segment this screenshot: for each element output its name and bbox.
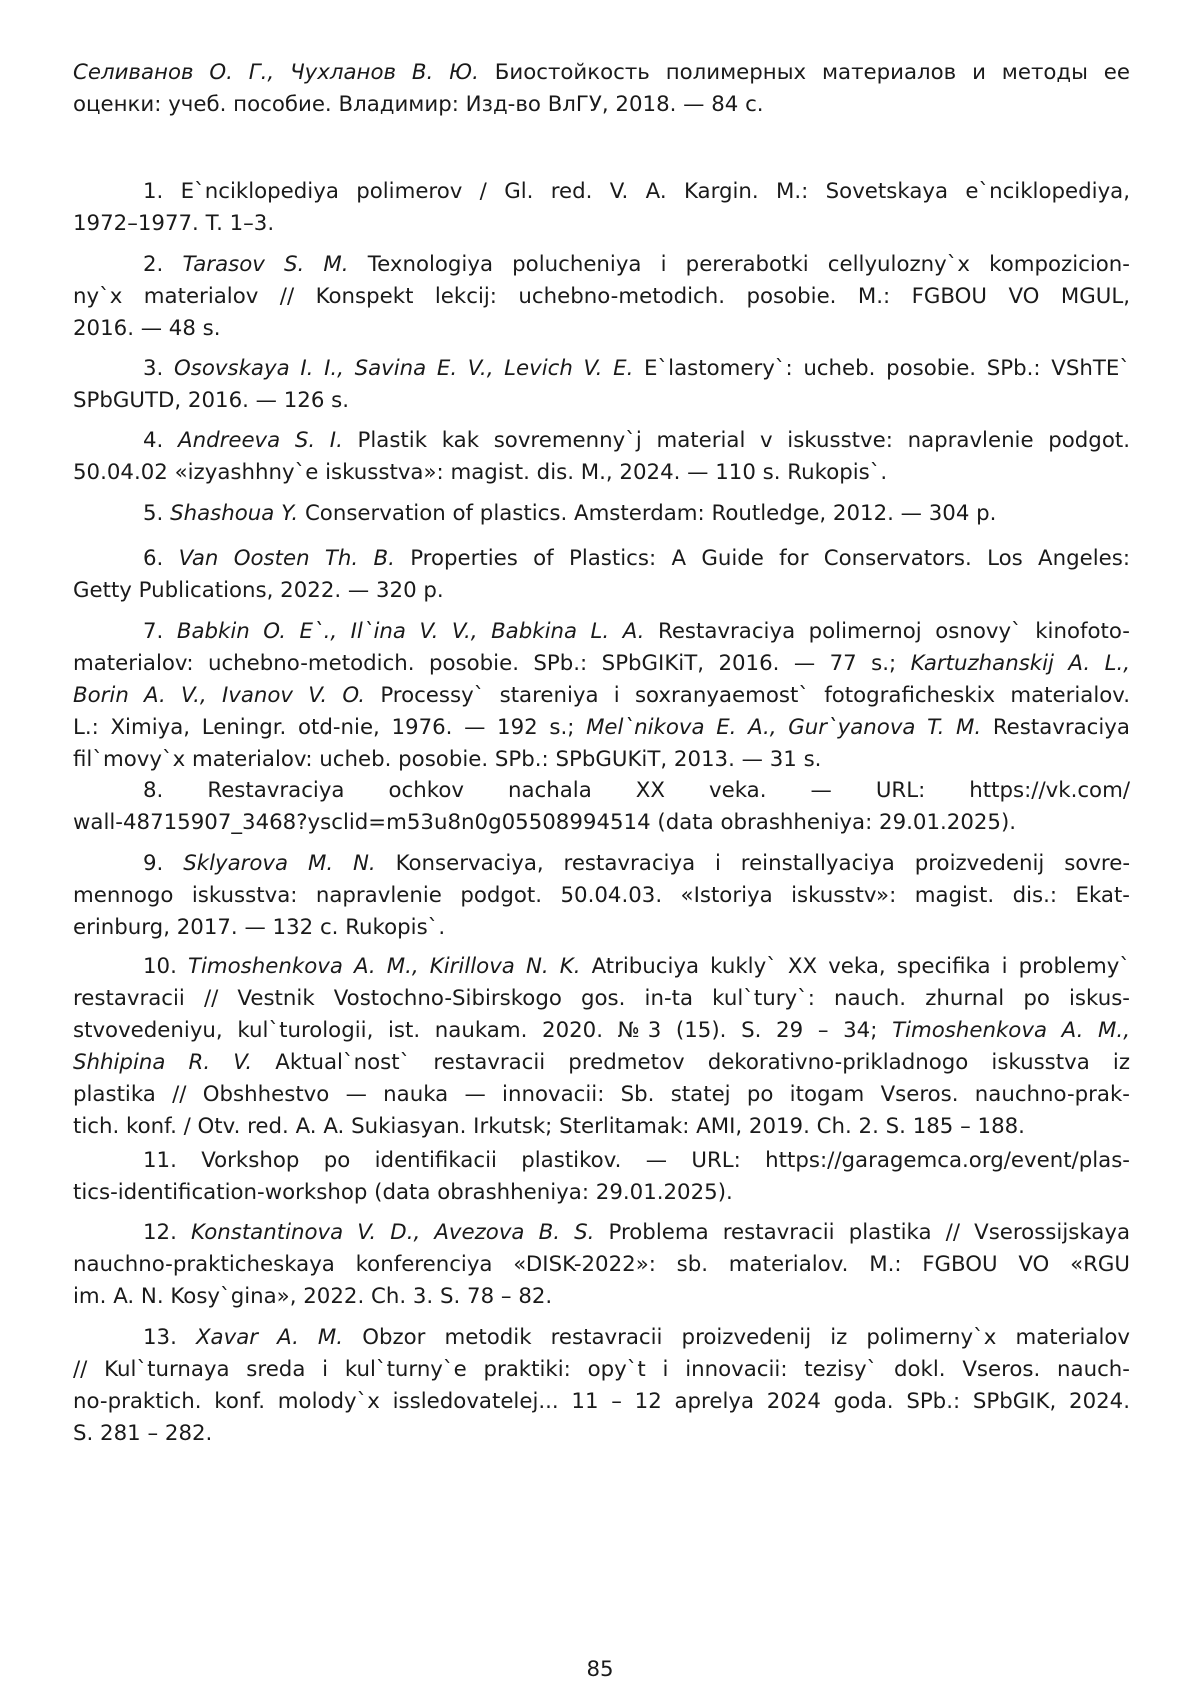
- text-line: 11. Vorkshop po identifikacii plastikov. — URL: https://garagemca.org/event/plas-: [143, 1148, 1130, 1173]
- reference-item-2: [73, 249, 1130, 345]
- intro-reference: [73, 57, 1130, 121]
- reference-item-8: [73, 775, 1130, 839]
- text-line: 2. Tarasov S. M. Texnologiya polucheniya i pererabotki cellyulozny`x kompozicion-: [143, 252, 1130, 277]
- text-line: 3. Osovskaya I. I., Savina E. V., Levich V. E. E`lastomery`: ucheb. posobie. SPb.: VShTE`: [143, 356, 1130, 381]
- text-line: stvovedeniyu, kul`turologii, ist. naukam. 2020. №3 (15). S. 29 – 34; Timoshenkova A. M.,: [73, 1018, 1130, 1043]
- reference-item-12: [73, 1217, 1130, 1313]
- text-line: 12. Konstantinova V. D., Avezova B. S. Problema restavracii plastika // Vserossijskaya: [143, 1220, 1131, 1245]
- text-line: 1. E`nciklopediya polimerov / Gl. red. V. A. Kargin. M.: Sovetskaya e`nciklopediya,: [143, 179, 1130, 204]
- text-line: plastika // Obshhestvo — nauka — innovacii: Sb. statej po itogam Vseros. nauchno-prak-: [73, 1082, 1130, 1107]
- text-line: 6. Van Oosten Th. B. Properties of Plastics: A Guide for Conservators. Los Angeles:: [143, 546, 1131, 571]
- text-line: 8. Restavraciya ochkov nachala XX veka. — URL: https://vk.com/: [143, 778, 1130, 803]
- reference-item-4: [73, 425, 1130, 489]
- text-line: 2016. — 48 s.: [73, 316, 221, 341]
- author-names: Shhipina R. V.: [73, 1050, 253, 1075]
- text-line: SPbGUTD, 2016. — 126 s.: [73, 388, 350, 413]
- text-line: tics-identification-workshop (data obrashheniya: 29.01.2025).: [73, 1180, 733, 1205]
- author-names: Konstantinova V. D., Avezova B. S.: [191, 1220, 595, 1245]
- author-names: Timoshenkova A. M., Kirillova N. K.: [187, 954, 581, 979]
- author-names: Селиванов О. Г., Чухланов В. Ю.: [73, 60, 479, 85]
- text-line: fil`movy`x materialov: ucheb. posobie. SPb.: SPbGUKiT, 2013. — 31 s.: [73, 747, 822, 772]
- text-line: S. 281 – 282.: [73, 1421, 213, 1446]
- text-line: Getty Publications, 2022. — 320 p.: [73, 578, 444, 603]
- text-line: 9. Sklyarova M. N. Konservaciya, restavraciya i reinstallyaciya proizvedenij sovre-: [143, 851, 1131, 876]
- author-names: Timoshenkova A. M.,: [892, 1018, 1130, 1043]
- text-line: no-praktich. konf. molody`x issledovatelej... 11 – 12 aprelya 2024 goda. SPb.: SPbGIK, 2024.: [73, 1389, 1130, 1414]
- author-names: Babkin O. E`., Il`ina V. V., Babkina L. A.: [176, 619, 645, 644]
- reference-item-3: [73, 353, 1130, 417]
- author-names: Xavar A. M.: [195, 1325, 344, 1350]
- text-line: оценки: учеб. пособие. Владимир: Изд-во ВлГУ, 2018. — 84 с.: [73, 92, 764, 117]
- author-names: Mel`nikova E. A., Gur`yanova T. M.: [586, 715, 982, 740]
- text-line: erinburg, 2017. — 132 c. Rukopis`.: [73, 915, 446, 940]
- reference-item-7: [73, 616, 1130, 776]
- author-names: Borin A. V., Ivanov V. O.: [73, 683, 366, 708]
- text-line: // Kul`turnaya sreda i kul`turny`e praktiki: opy`t i innovacii: tezisy` dokl. Vseros. nauch-: [73, 1357, 1130, 1382]
- text-line: 1972–1977. T. 1–3.: [73, 211, 275, 236]
- author-names: Van Oosten Th. B.: [178, 546, 395, 571]
- text-line: 4. Andreeva S. I. Plastik kak sovremenny`j material v iskusstve: napravlenie podgot.: [143, 428, 1130, 453]
- reference-item-9: [73, 848, 1130, 944]
- text-line: mennogo iskusstva: napravlenie podgot. 50.04.03. «Istoriya iskusstv»: magist. dis.: Ekat-: [73, 883, 1130, 908]
- author-names: Sklyarova M. N.: [183, 851, 376, 876]
- text-line: 7. Babkin O. E`., Il`ina V. V., Babkina L. A. Restavraciya polimernoj osnovy` kinofoto-: [143, 619, 1130, 644]
- reference-item-10: [73, 951, 1130, 1143]
- text-line: L.: Ximiya, Leningr. otd-nie, 1976. — 192 s.; Mel`nikova E. A., Gur`yanova T. M. Restavraciya: [73, 715, 1130, 740]
- text-line: 13. Xavar A. M. Obzor metodik restavracii proizvedenij iz polimerny`x materialov: [143, 1325, 1130, 1350]
- text-line: Shhipina R. V. Aktual`nost` restavracii predmetov dekorativno-prikladnogo iskusstva iz: [73, 1050, 1130, 1075]
- text-line: Borin A. V., Ivanov V. O. Processy` stareniya i soxranyaemost` fotograficheskix materialov.: [73, 683, 1130, 708]
- author-names: Tarasov S. M.: [182, 252, 349, 277]
- author-names: Shashoua Y.: [170, 501, 299, 526]
- text-line: ny`x materialov // Konspekt lekcij: uchebno-metodich. posobie. M.: FGBOU VO MGUL,: [73, 284, 1130, 309]
- text-line: 5. Shashoua Y. Conservation of plastics. Amsterdam: Routledge, 2012. — 304 p.: [143, 501, 997, 526]
- text-line: 50.04.02 «izyashhny`e iskusstva»: magist. dis. M., 2024. — 110 s. Rukopis`.: [73, 460, 888, 485]
- text-line: nauchno-prakticheskaya konferenciya «DISK-2022»: sb. materialov. M.: FGBOU VO «RGU: [73, 1252, 1130, 1277]
- text-line: materialov: uchebno-metodich. posobie. SPb.: SPbGIKiT, 2016. — 77 s.; Kartuzhanskij A. L.,: [73, 651, 1130, 676]
- reference-item-11: [73, 1145, 1130, 1209]
- text-line: wall-48715907_3468?ysclid=m53u8n0g05508994514 (data obrashheniya: 29.01.2025).: [73, 810, 1017, 835]
- reference-item-5: [73, 498, 1130, 530]
- author-names: Kartuzhanskij A. L.,: [910, 651, 1130, 676]
- author-names: Osovskaya I. I., Savina E. V., Levich V. E.: [174, 356, 634, 381]
- text-line: restavracii // Vestnik Vostochno-Sibirskogo gos. in-ta kul`tury`: nauch. zhurnal po iskus-: [73, 986, 1130, 1011]
- text-line: tich. konf. / Otv. red. A. A. Sukiasyan. Irkutsk; Sterlitamak: AMI, 2019. Ch. 2. S. 185 – 188.: [73, 1114, 1025, 1139]
- author-names: Andreeva S. I.: [178, 428, 343, 453]
- text-line: 10. Timoshenkova A. M., Kirillova N. K. Atribuciya kukly` XX veka, specifika i problemy`: [143, 954, 1130, 979]
- reference-item-1: [73, 176, 1130, 240]
- text-line: Селиванов О. Г., Чухланов В. Ю. Биостойкость полимерных материалов и методы ее: [73, 60, 1131, 85]
- reference-item-13: [73, 1322, 1130, 1450]
- page-number: 85: [586, 1657, 614, 1682]
- reference-item-6: [73, 543, 1130, 607]
- text-line: im. A. N. Kosy`gina», 2022. Ch. 3. S. 78 – 82.: [73, 1284, 553, 1309]
